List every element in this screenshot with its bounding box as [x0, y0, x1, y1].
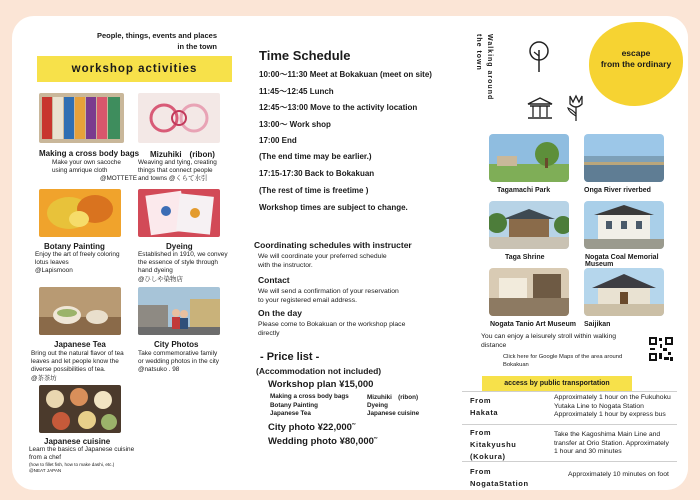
on-the-day-text: Please come to Bokakuan or the workshop place directly [258, 321, 406, 337]
the-town-vertical: the town [475, 34, 482, 71]
schedule-item: 13:00〜 Work shop [259, 120, 331, 130]
card-title-dyeing: Dyeing [166, 242, 193, 251]
access-row: From Hakata Approximately 1 hour on the Fukuhoku Yutaka Line to Nogata Station Approximately 1 hour by express bus [462, 391, 677, 424]
qr-code-icon[interactable] [648, 336, 674, 362]
onga-river-photo [584, 134, 664, 182]
taga-shrine-photo [489, 201, 569, 249]
tanio-art-museum-photo [489, 268, 569, 316]
google-maps-link[interactable]: Click here for Google Maps of the area around Bokakuan [503, 354, 623, 368]
contact-text: We will send a confirmation of your reservation to your registered email address. [258, 288, 399, 304]
tagline: People, things, events and places in the town [96, 31, 217, 51]
access-row: From NogataStation Approximately 10 minutes on foot [462, 461, 677, 489]
card-desc-city-photos: Take commemorative family or wedding photos in the city @natsuko . 98 [138, 350, 219, 374]
access-row: From Kitakyushu (Kokura) Take the Kagoshima Main Line and transfer at Orio Station. Approximately 1 hour and 30 minutes [462, 424, 677, 461]
schedule-item: Workshop times are subject to change. [259, 202, 408, 212]
schedule-item: 17:15-17:30 Back to Bokakuan [259, 169, 375, 179]
time-schedule-title: Time Schedule [259, 48, 351, 63]
on-the-day-title: On the day [258, 308, 302, 318]
city-photos-photo [138, 287, 220, 335]
bags-photo [39, 93, 124, 143]
botany-painting-photo [39, 189, 121, 237]
workshop-plan-price: Workshop plan ¥15,000 [268, 379, 374, 390]
place-caption: Saijikan [584, 321, 611, 328]
japanese-cuisine-photo [39, 385, 121, 433]
card-title-city-photos: City Photos [154, 340, 199, 349]
walking-distance-text: You can enjoy a leisurely stroll within walking distance [481, 333, 617, 349]
saijikan-photo [584, 268, 664, 316]
price-note: (Accommodation not included) [256, 366, 382, 376]
contact-title: Contact [258, 275, 290, 285]
coordinating-title: Coordinating schedules with instructer [254, 240, 412, 250]
schedule-item: 17:00 End [259, 135, 297, 145]
place-caption: Taga Shrine [505, 254, 545, 261]
card-title-cuisine: Japanese cuisine [44, 437, 111, 446]
schedule-item: 11:45〜12:45 Lunch [259, 86, 334, 96]
mizuhiki-photo [138, 93, 220, 143]
card-desc-cuisine: Learn the basics of Japanese cuisine from a chef (how to fillet fish, how to make dashi, etc.) @NEAT JAPAN [29, 446, 135, 474]
access-heading: access by public transportation [482, 376, 632, 391]
wedding-photo-price: Wedding photo ¥80,000˜ [268, 436, 378, 447]
place-caption: Tagamachi Park [497, 187, 551, 194]
card-title-botany: Botany Painting [44, 242, 105, 251]
card-desc-botany: Enjoy the art of freely coloring lotus leaves @Lapismoon [35, 251, 120, 275]
tulip-icon [563, 92, 589, 122]
city-photo-price: City photo ¥22,000˜ [268, 422, 356, 433]
coordinating-text: We will coordinate your preferred schedule with the instructor. [258, 253, 387, 269]
escape-tagline: escape from the ordinary [600, 48, 672, 69]
schedule-list [259, 69, 432, 219]
shrine-icon [526, 96, 554, 120]
schedule-item: (The rest of time is freetime ) [259, 185, 369, 195]
dyeing-photo [138, 189, 220, 237]
card-title-mizuhiki: Mizuhiki (ribon) [150, 150, 215, 159]
tagamachi-park-photo [489, 134, 569, 182]
card-desc-tea: Bring out the natural flavor of tea leaves and let people know the diverse possibilities of tea. @茶茶坊 [31, 350, 124, 382]
card-title-tea: Japanese Tea [54, 340, 106, 349]
plan-items-table: Making a cross body bags Mizuhiki (ribon) Botany Painting Dyeing Japanese Tea Japanese cuisine [270, 393, 420, 417]
card-title-bags: Making a cross body bags [39, 149, 140, 158]
place-caption: Nogata Tanio Art Museum [490, 321, 576, 328]
japanese-tea-photo [39, 287, 121, 335]
card-desc-dyeing: Established in 1910, we convey the essence of style through hand dyeing @ひしや染物店 [138, 251, 228, 283]
schedule-item: 10:00〜11:30 Meet at Bokakuan (meet on site) [259, 70, 432, 79]
schedule-item: 12:45〜13:00 Move to the activity location [259, 103, 418, 113]
coal-memorial-museum-photo [584, 201, 664, 249]
card-desc-mizuhiki: Weaving and tying, creating things that connect people and towns @くらて水引 [138, 159, 217, 183]
workshop-activities-heading: workshop activities [37, 56, 232, 82]
price-list-title: - Price list - [260, 351, 320, 363]
brochure-page [12, 16, 688, 490]
place-caption: Onga River riverbed [584, 187, 651, 194]
tree-icon [526, 40, 552, 74]
schedule-item: (The end time may be earlier.) [259, 152, 372, 162]
walking-around-vertical: Walking around [486, 34, 493, 101]
card-desc-bags: Make your own sacoche using amrique cloth @MOTTETE [52, 159, 137, 183]
place-caption: Nogata Coal Memorial Museum [585, 254, 659, 268]
